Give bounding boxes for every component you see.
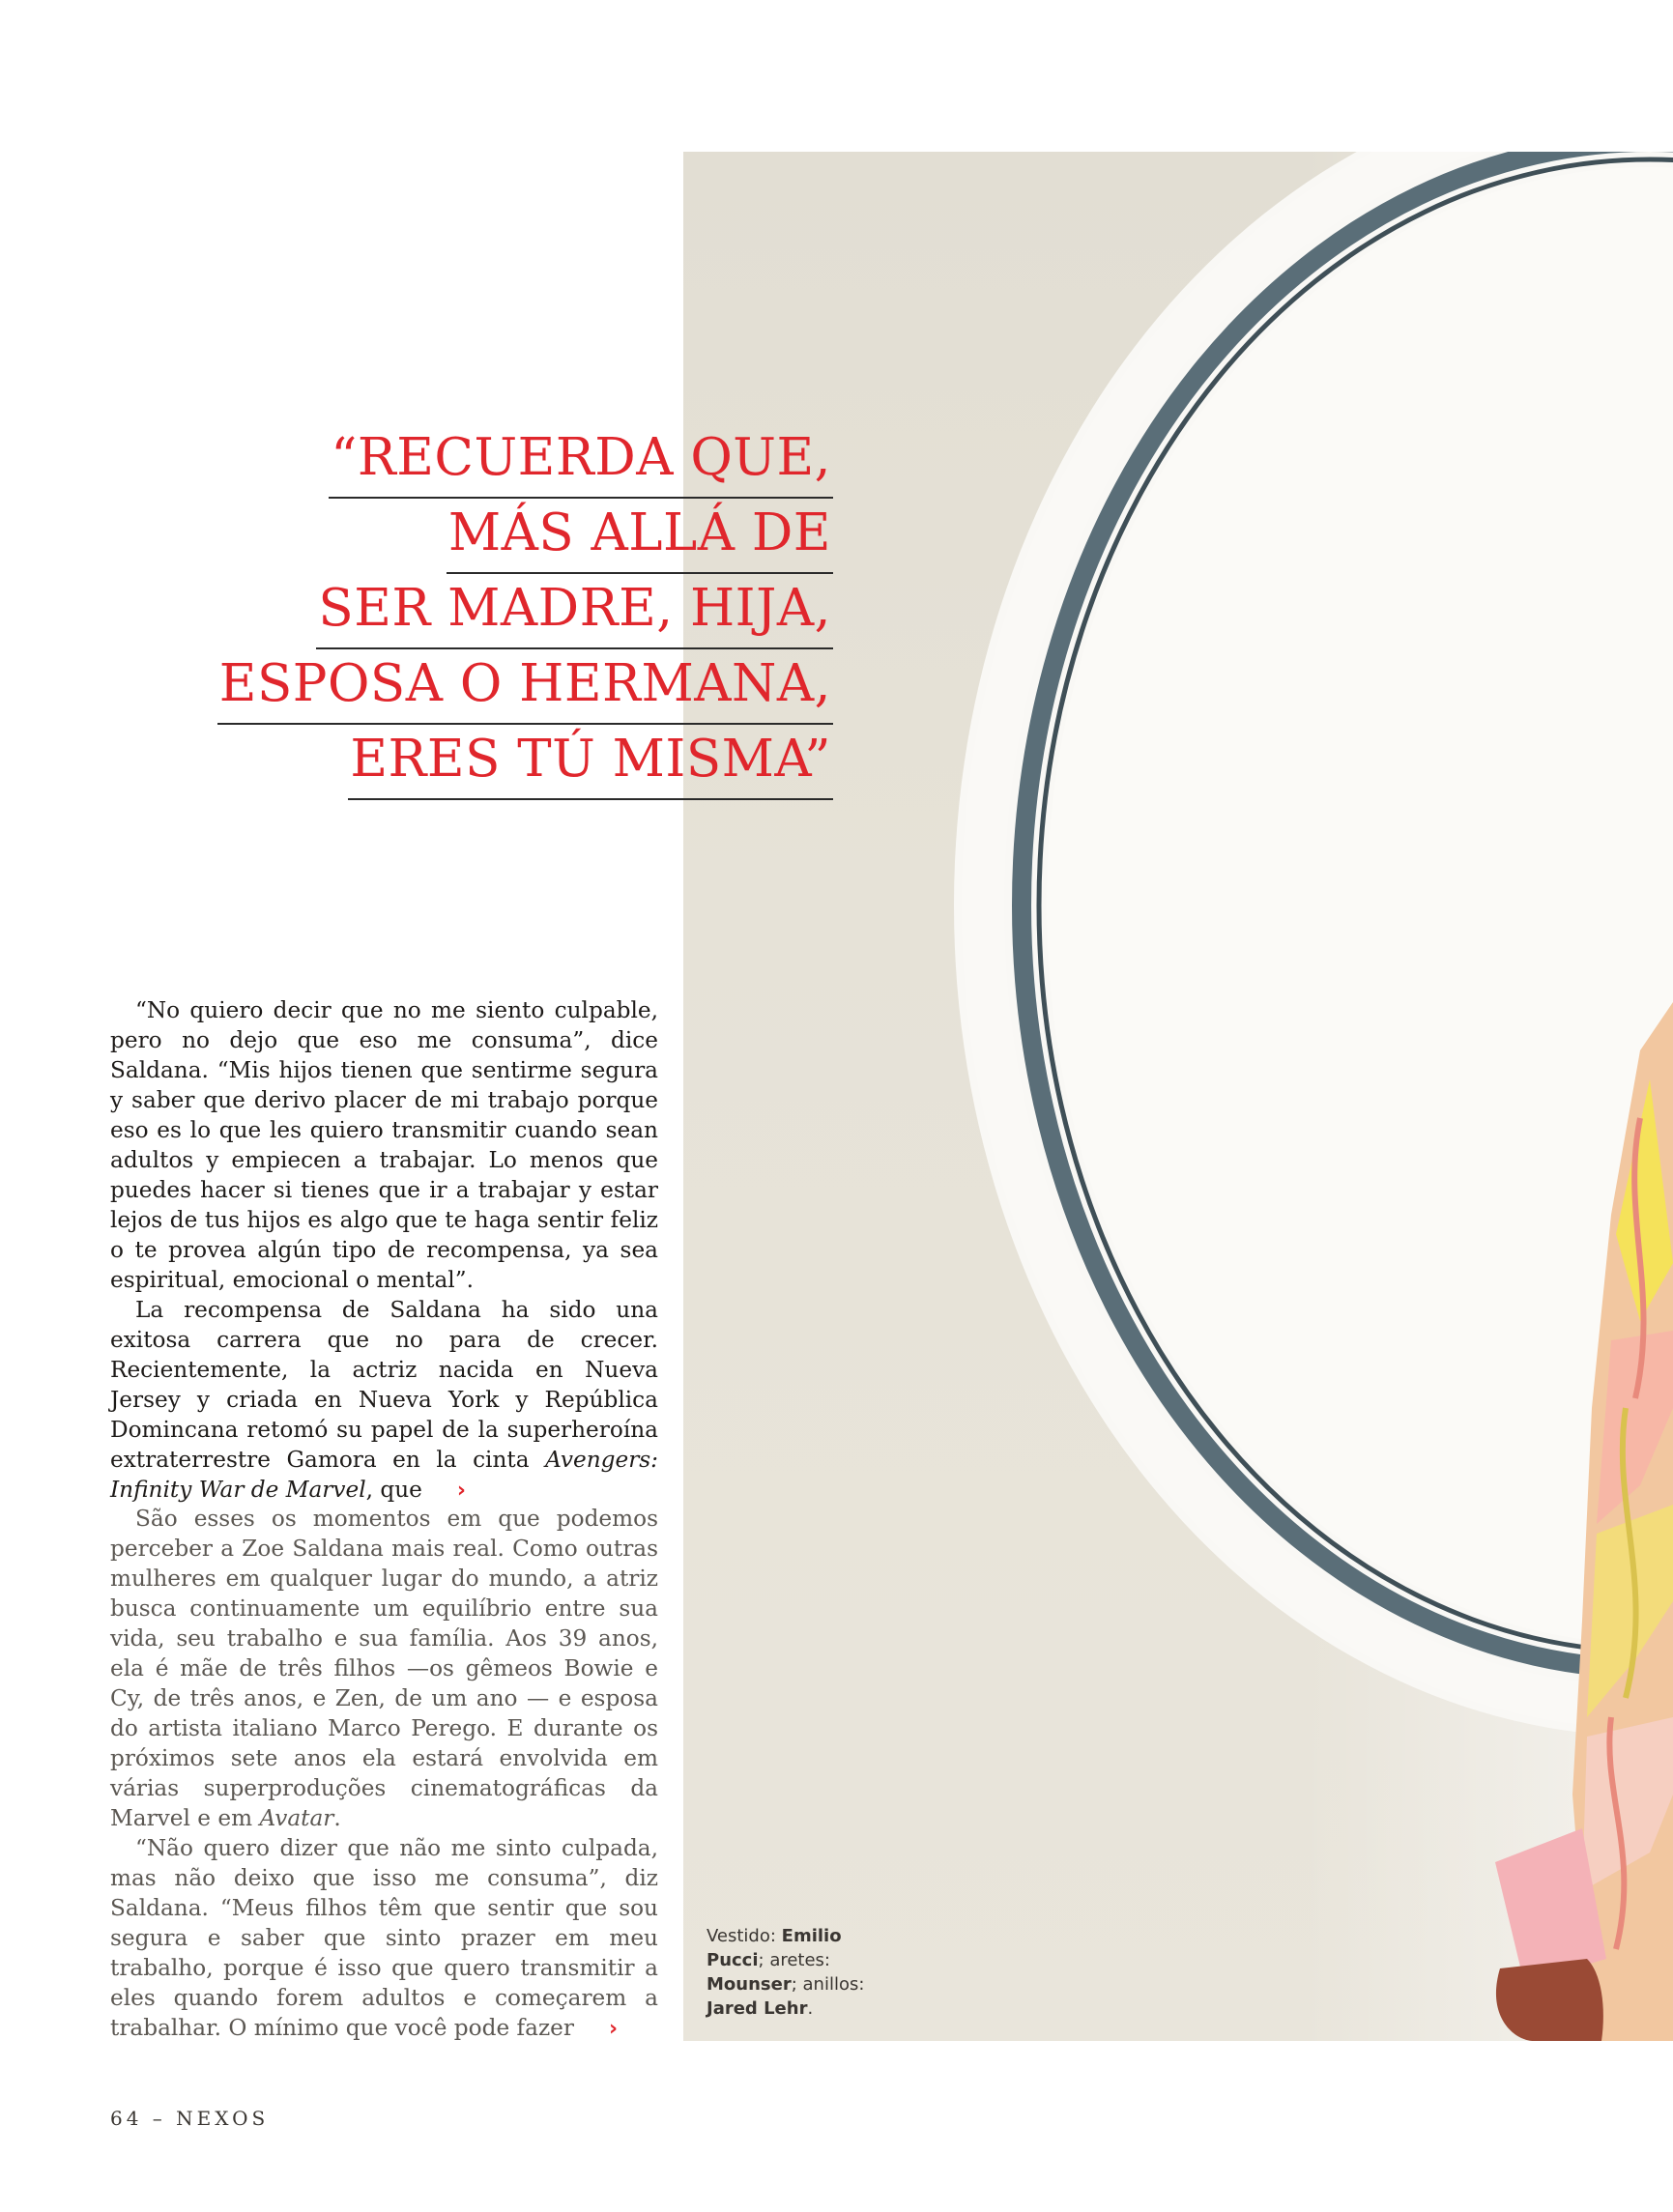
pull-quote-line: “RECUERDA QUE, (329, 423, 833, 499)
photo-credit-caption (707, 1924, 880, 2021)
spanish-p2-end: , que (365, 1477, 422, 1503)
portuguese-paragraph-2 (110, 1833, 658, 2044)
spanish-paragraph-1: “No quiero decir que no me siento culpable, pero no dejo que eso me consuma”, dice Saldana. “Mis hijos tienen que sentirme segura y saber que derivo placer de mi trabajo porque eso es lo que les quiero transmitir cuando sean adultos y empiecen a trabajar. Lo menos que puedes hacer si tienes que ir a trabajar y estar lejos de tus hijos es algo que te haga sentir feliz o te provea algún tipo de recompensa, ya sea espiritual, emocional o mental”. (110, 997, 658, 1293)
caption-text-1: Vestido: (707, 1926, 782, 1946)
continue-arrow-icon: › (608, 2017, 619, 2041)
portuguese-p2-text: “Não quero dizer que não me sinto culpada, mas não deixo que isso me consuma”, diz Saldana. “Meus filhos têm que sentir que sou segura e saber que sinto prazer em meu trabalho, porque é isso que quero transmitir a eles quando forem adultos e começarem a trabalhar. O mínimo que você pode fazer (110, 1835, 658, 2041)
spanish-paragraph-2 (110, 1295, 658, 1506)
caption-brand-2: Mounser (707, 1974, 792, 1995)
spanish-p2-text: La recompensa de Saldana ha sido una exitosa carrera que no para de crecer. Recientemente, la actriz nacida en Nueva Jersey y criada en Nueva York y República Domincana retomó su papel de la superheroína extraterrestre Gamora en la cinta (110, 1297, 658, 1473)
pull-quote-line: MÁS ALLÁ DE (447, 499, 833, 574)
pull-quote-line: ERES TÚ MISMA” (348, 725, 833, 800)
pull-quote-line: ESPOSA O HERMANA, (217, 649, 833, 725)
pull-quote (174, 423, 833, 800)
portuguese-p1-end: . (333, 1805, 341, 1831)
pull-quote-line: SER MADRE, HIJA, (316, 574, 833, 649)
continue-arrow-icon: › (456, 1479, 466, 1503)
page-folio: 64 – NEXOS (110, 2107, 270, 2130)
caption-brand-3: Jared Lehr (707, 1998, 808, 2019)
portuguese-paragraph-1 (110, 1504, 658, 1833)
film-title: Avengers: Infinity War de Marvel (110, 1447, 658, 1503)
film-title-avatar: Avatar (259, 1805, 334, 1831)
portuguese-p1-text: São esses os momentos em que podemos perceber a Zoe Saldana mais real. Como outras mulheres em qualquer lugar do mundo, a atriz busca continuamente um equilíbrio entre sua vida, seu trabalho e sua família. Aos 39 anos, ela é mãe de três filhos —os gêmeos Bowie e Cy, de três anos, e Zen, de um ano — e esposa do artista italiano Marco Perego. E durante os próximos sete anos ela estará envolvida em várias superproduções cinematográficas da Marvel e em (110, 1506, 658, 1831)
caption-text-3: ; anillos: (791, 1974, 865, 1995)
caption-brand-1: Emilio Pucci (707, 1926, 842, 1970)
spanish-article-column (110, 995, 658, 1506)
portuguese-article-column (110, 1504, 658, 2044)
caption-text-2: ; aretes: (758, 1950, 831, 1970)
caption-text-4: . (807, 1998, 814, 2019)
